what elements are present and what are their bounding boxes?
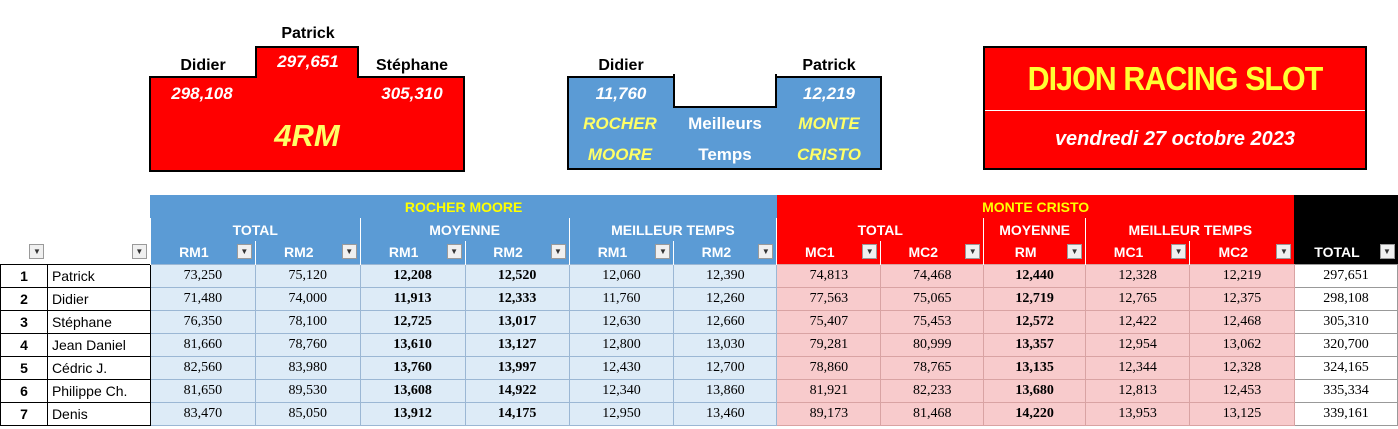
rm-meilleur-header: MEILLEUR TEMPS	[569, 218, 777, 241]
table-row	[1, 379, 1398, 402]
cell-name[interactable]: Didier	[47, 287, 150, 310]
table-row	[1, 310, 1398, 333]
col-mc-best-1: MC1 ▼	[1086, 241, 1190, 264]
cell-rank[interactable]: 2	[1, 287, 48, 310]
podium2-right-time: 12,219	[803, 84, 855, 103]
cell-rm-best1[interactable]: 12,340	[569, 379, 674, 402]
title-main: DIJON RACING SLOT	[1027, 60, 1323, 97]
col-rm-best-1: RM1 ▼	[569, 241, 674, 264]
cell-rm-tot1[interactable]: 73,250	[150, 264, 255, 287]
cell-total[interactable]: 305,310	[1294, 310, 1397, 333]
cell-rm-best1[interactable]: 12,800	[569, 333, 674, 356]
rank-filter-cell	[1, 241, 48, 264]
filter-dropdown-icon[interactable]: ▼	[29, 244, 44, 259]
cell-mc-moy[interactable]: 12,440	[984, 264, 1086, 287]
podium2-notch	[673, 74, 777, 108]
cell-mc-best2[interactable]: 12,219	[1190, 264, 1295, 287]
cell-mc-tot1[interactable]: 74,813	[777, 264, 881, 287]
cell-mc-best1[interactable]: 12,765	[1086, 287, 1190, 310]
cell-rm-best1[interactable]: 12,430	[569, 356, 674, 379]
filter-dropdown-icon[interactable]: ▼	[965, 244, 980, 259]
table-row	[1, 287, 1398, 310]
col-rm-total-1: RM1 ▼	[150, 241, 255, 264]
cell-mc-moy[interactable]: 14,220	[984, 402, 1086, 425]
cell-mc-moy[interactable]: 12,572	[984, 310, 1086, 333]
podium1-first-name: Patrick	[281, 25, 335, 42]
cell-mc-tot2[interactable]: 82,233	[881, 379, 984, 402]
cell-rm-best2[interactable]: 12,700	[674, 356, 777, 379]
table-row	[1, 333, 1398, 356]
cell-mc-tot1[interactable]: 75,407	[777, 310, 881, 333]
cell-total[interactable]: 339,161	[1294, 402, 1397, 425]
cell-rm-best2[interactable]: 12,260	[674, 287, 777, 310]
cell-rm-tot2[interactable]: 85,050	[255, 402, 360, 425]
cell-rm-moy2[interactable]: 12,333	[465, 287, 569, 310]
cell-rm-tot2[interactable]: 89,530	[255, 379, 360, 402]
filter-dropdown-icon[interactable]: ▼	[1067, 244, 1082, 259]
cell-total[interactable]: 297,651	[1294, 264, 1397, 287]
cell-mc-best1[interactable]: 12,813	[1086, 379, 1190, 402]
filter-dropdown-icon[interactable]: ▼	[342, 244, 357, 259]
cell-rm-moy1[interactable]: 12,208	[360, 264, 465, 287]
cell-mc-tot1[interactable]: 81,921	[777, 379, 881, 402]
cell-rm-moy2[interactable]: 14,175	[465, 402, 569, 425]
table-row	[1, 402, 1398, 425]
cell-mc-tot2[interactable]: 80,999	[881, 333, 984, 356]
filter-dropdown-icon[interactable]: ▼	[1380, 244, 1395, 259]
cell-rm-moy1[interactable]: 13,912	[360, 402, 465, 425]
mc-total-header: TOTAL	[777, 218, 984, 241]
cell-name[interactable]: Philippe Ch.	[47, 379, 150, 402]
cell-mc-tot2[interactable]: 75,453	[881, 310, 984, 333]
cell-rm-tot1[interactable]: 71,480	[150, 287, 255, 310]
cell-mc-tot1[interactable]: 78,860	[777, 356, 881, 379]
col-mc-best-2: MC2 ▼	[1190, 241, 1295, 264]
podium1-first-time: 297,651	[277, 52, 339, 71]
podium2-right-name: Patrick	[802, 57, 856, 74]
cell-rm-moy2[interactable]: 12,520	[465, 264, 569, 287]
title-date: vendredi 27 octobre 2023	[1054, 128, 1296, 150]
cell-rm-moy1[interactable]: 13,610	[360, 333, 465, 356]
group-rocher-moore: ROCHER MOORE	[150, 195, 776, 218]
cell-mc-best2[interactable]: 12,468	[1190, 310, 1295, 333]
mc-moyenne-header: MOYENNE	[984, 218, 1086, 241]
cell-rm-tot2[interactable]: 78,100	[255, 310, 360, 333]
cell-rm-moy2[interactable]: 13,997	[465, 356, 569, 379]
cell-mc-best2[interactable]: 12,453	[1190, 379, 1295, 402]
cell-rm-moy2[interactable]: 14,922	[465, 379, 569, 402]
filter-dropdown-icon[interactable]: ▼	[1276, 244, 1291, 259]
cell-rm-tot1[interactable]: 83,470	[150, 402, 255, 425]
filter-dropdown-icon[interactable]: ▼	[758, 244, 773, 259]
cell-total[interactable]: 335,334	[1294, 379, 1397, 402]
col-mc-total-1: MC1 ▼	[777, 241, 881, 264]
cell-rank[interactable]: 3	[1, 310, 48, 333]
cell-mc-best1[interactable]: 12,422	[1086, 310, 1190, 333]
total-header-top	[1294, 195, 1397, 218]
cell-mc-best2[interactable]: 13,125	[1190, 402, 1295, 425]
cell-rank[interactable]: 5	[1, 356, 48, 379]
podium1-second-time: 298,108	[171, 84, 233, 103]
podium1-second-name: Didier	[180, 57, 226, 74]
cell-name[interactable]: Denis	[47, 402, 150, 425]
podium1-third-name: Stéphane	[375, 57, 448, 74]
cell-mc-tot1[interactable]: 79,281	[777, 333, 881, 356]
col-mc-total-2: MC2 ▼	[881, 241, 984, 264]
cell-rm-moy1[interactable]: 13,760	[360, 356, 465, 379]
cell-mc-best2[interactable]: 12,328	[1190, 356, 1295, 379]
col-mc-moy: RM ▼	[984, 241, 1086, 264]
podium2-left-name: Didier	[598, 57, 644, 74]
cell-rm-moy1[interactable]: 12,725	[360, 310, 465, 333]
cell-mc-tot2[interactable]: 74,468	[881, 264, 984, 287]
name-filter-cell	[47, 241, 150, 264]
table-row	[1, 264, 1398, 287]
rm-moyenne-header: MOYENNE	[360, 218, 569, 241]
cell-rm-tot2[interactable]: 75,120	[255, 264, 360, 287]
cell-mc-best2[interactable]: 12,375	[1190, 287, 1295, 310]
cell-name[interactable]: Jean Daniel	[47, 333, 150, 356]
cell-mc-moy[interactable]: 13,357	[984, 333, 1086, 356]
cell-rm-best2[interactable]: 13,860	[674, 379, 777, 402]
cell-rm-moy1[interactable]: 11,913	[360, 287, 465, 310]
cell-rm-best2[interactable]: 12,390	[674, 264, 777, 287]
cell-rm-best1[interactable]: 12,950	[569, 402, 674, 425]
cell-name[interactable]: Stéphane	[47, 310, 150, 333]
cell-mc-tot2[interactable]: 75,065	[881, 287, 984, 310]
cell-rm-moy2[interactable]: 13,127	[465, 333, 569, 356]
podium2-right-track-1: MONTE	[798, 114, 860, 133]
cell-rm-tot2[interactable]: 83,980	[255, 356, 360, 379]
cell-rm-tot2[interactable]: 74,000	[255, 287, 360, 310]
cell-rm-best1[interactable]: 11,760	[569, 287, 674, 310]
col-rm-total-2: RM2 ▼	[255, 241, 360, 264]
cell-name[interactable]: Patrick	[47, 264, 150, 287]
col-rm-best-2: RM2 ▼	[674, 241, 777, 264]
podium2-right-track-2: CRISTO	[797, 145, 861, 164]
cell-mc-tot1[interactable]: 77,563	[777, 287, 881, 310]
col-total: TOTAL ▼	[1294, 241, 1397, 264]
cell-rm-moy1[interactable]: 13,608	[360, 379, 465, 402]
cell-mc-moy[interactable]: 12,719	[984, 287, 1086, 310]
podium2-mid-1: Meilleurs	[688, 114, 762, 133]
filter-dropdown-icon[interactable]: ▼	[862, 244, 877, 259]
cell-rank[interactable]: 1	[1, 264, 48, 287]
cell-rm-best1[interactable]: 12,060	[569, 264, 674, 287]
cell-rm-tot1[interactable]: 81,650	[150, 379, 255, 402]
cell-total[interactable]: 324,165	[1294, 356, 1397, 379]
cell-rm-tot2[interactable]: 78,760	[255, 333, 360, 356]
cell-mc-best1[interactable]: 13,953	[1086, 402, 1190, 425]
podium2-left-time: 11,760	[595, 84, 647, 103]
cell-mc-best1[interactable]: 12,344	[1086, 356, 1190, 379]
podium1-third-time: 305,310	[381, 84, 443, 103]
cell-rm-best1[interactable]: 12,630	[569, 310, 674, 333]
podium2-mid-2: Temps	[698, 145, 752, 164]
col-rm-moy-1: RM1 ▼	[360, 241, 465, 264]
cell-rm-best2[interactable]: 12,660	[674, 310, 777, 333]
podium2-left-track-2: MOORE	[587, 145, 653, 164]
results-table	[0, 195, 1398, 426]
filter-dropdown-icon[interactable]: ▼	[447, 244, 462, 259]
podium2-left-track-1: ROCHER	[583, 114, 657, 133]
cell-total[interactable]: 320,700	[1294, 333, 1397, 356]
cell-mc-best1[interactable]: 12,954	[1086, 333, 1190, 356]
cell-mc-best2[interactable]: 13,062	[1190, 333, 1295, 356]
cell-total[interactable]: 298,108	[1294, 287, 1397, 310]
cell-mc-moy[interactable]: 13,680	[984, 379, 1086, 402]
filter-dropdown-icon[interactable]: ▼	[132, 244, 147, 259]
cell-rank[interactable]: 6	[1, 379, 48, 402]
filter-dropdown-icon[interactable]: ▼	[655, 244, 670, 259]
group-monte-cristo: MONTE CRISTO	[777, 195, 1295, 218]
title-box	[983, 46, 1367, 170]
podium1-label: 4RM	[274, 118, 340, 153]
rm-total-header: TOTAL	[150, 218, 360, 241]
mc-meilleur-header: MEILLEUR TEMPS	[1086, 218, 1295, 241]
cell-mc-tot1[interactable]: 89,173	[777, 402, 881, 425]
cell-mc-best1[interactable]: 12,328	[1086, 264, 1190, 287]
cell-rank[interactable]: 7	[1, 402, 48, 425]
cell-mc-moy[interactable]: 13,135	[984, 356, 1086, 379]
filter-dropdown-icon[interactable]: ▼	[237, 244, 252, 259]
filter-dropdown-icon[interactable]: ▼	[1171, 244, 1186, 259]
cell-rm-tot1[interactable]: 81,660	[150, 333, 255, 356]
cell-mc-tot2[interactable]: 81,468	[881, 402, 984, 425]
table-row	[1, 356, 1398, 379]
cell-name[interactable]: Cédric J.	[47, 356, 150, 379]
filter-dropdown-icon[interactable]: ▼	[551, 244, 566, 259]
cell-mc-tot2[interactable]: 78,765	[881, 356, 984, 379]
cell-rm-tot1[interactable]: 82,560	[150, 356, 255, 379]
cell-rm-best2[interactable]: 13,460	[674, 402, 777, 425]
column-header-row	[1, 241, 1398, 264]
cell-rm-best2[interactable]: 13,030	[674, 333, 777, 356]
cell-rm-moy2[interactable]: 13,017	[465, 310, 569, 333]
col-rm-moy-2: RM2 ▼	[465, 241, 569, 264]
cell-rm-tot1[interactable]: 76,350	[150, 310, 255, 333]
cell-rank[interactable]: 4	[1, 333, 48, 356]
